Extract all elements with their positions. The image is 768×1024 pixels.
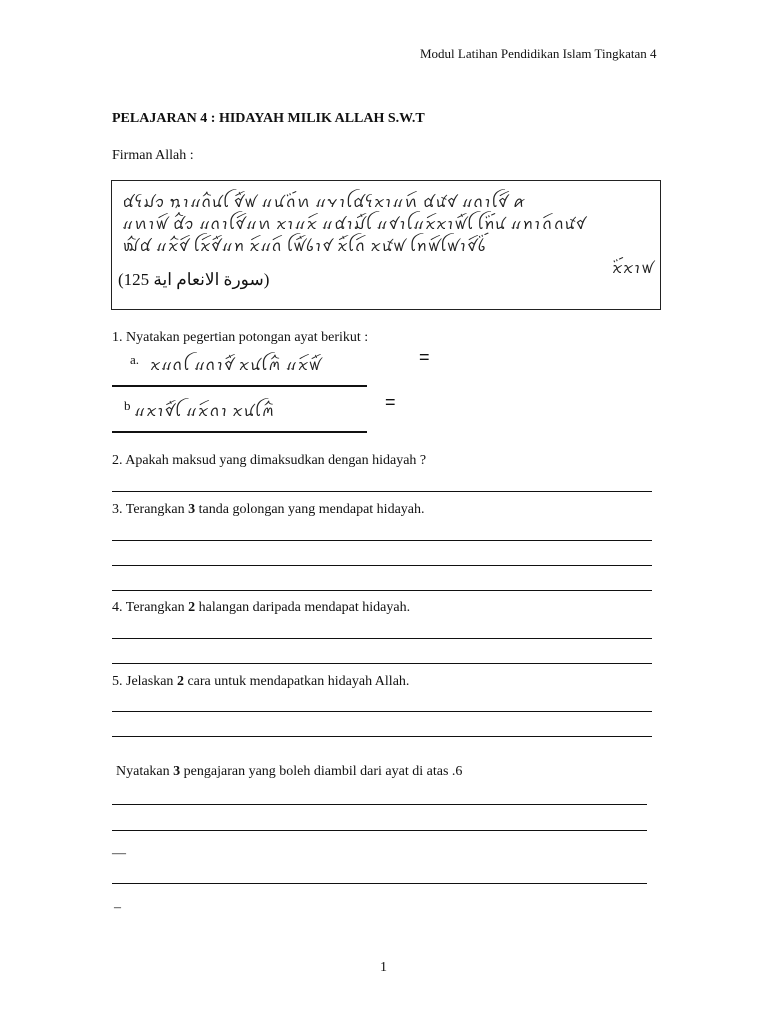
q1-b-equals: = xyxy=(385,392,396,412)
verse-line-4: ꪎꪾꪎꪱꪝ xyxy=(611,261,654,277)
firman-label: Firman Allah : xyxy=(112,148,194,163)
question-5: 5. Jelaskan 2 cara untuk mendapatkan hidayah Allah. xyxy=(112,674,410,689)
question-4: 4. Terangkan 2 halangan daripada mendapat hidayah. xyxy=(112,600,411,615)
page-number: 1 xyxy=(380,960,387,975)
q1-a-phrase: ꪎꪵꪒꪶ ꪵꪒꪱꪥꪸ ꪎꪙꪶꪔꪲ ꪵꪎꪷꪝꪸ xyxy=(150,358,322,374)
q5-answer-line-2[interactable] xyxy=(112,736,652,737)
module-header: Modul Latihan Pendidikan Islam Tingkatan 4 xyxy=(420,46,657,61)
q5-answer-line-1[interactable] xyxy=(112,711,652,712)
q4-answer-line-1[interactable] xyxy=(112,638,652,639)
q6-answer-line-1[interactable] xyxy=(112,804,647,805)
question-1: 1. Nyatakan pegertian potongan ayat berikut : xyxy=(112,330,369,345)
q3-answer-line-1[interactable] xyxy=(112,540,652,541)
verse-line-3: ꪢꪲꪠ ꪵꪎꪲꪥꪷ ꪶꪎꪷꪥꪸꪵꪀ ꪎꪷꪵꪒꪷ ꪶꪝꪸꪉꪱꪥ ꪎꪸꪶꪒꪷ ꪎꪽꪝ ꪶꪀꪝꪷꪶꪝꪱꪥꪷꪉꪾ xyxy=(122,239,487,255)
question-6: Nyatakan 3 pengajaran yang boleh diambil dari ayat di atas .6 xyxy=(116,764,463,779)
q3-answer-line-3[interactable] xyxy=(112,590,652,591)
q1-b-answer-line[interactable] xyxy=(112,431,367,433)
q4-answer-line-2[interactable] xyxy=(112,663,652,664)
question-3: 3. Terangkan 3 tanda golongan yang mendapat hidayah. xyxy=(112,502,425,517)
surah-reference: (125 سورة الانعام اية) xyxy=(118,270,270,289)
verse-box xyxy=(111,180,661,310)
q6-answer-line-2[interactable] xyxy=(112,830,647,831)
q2-answer-line[interactable] xyxy=(112,491,652,492)
q1-a-equals: = xyxy=(419,347,430,367)
q1-b-label: b xyxy=(124,398,131,413)
verse-line-1: ꪠꪺꪣꪫ ꪧꪱꪵꪒꪲꪙꪶ ꪥꪸꪝ ꪵꪙꪒꪾꪕ ꪵꪩꪱꪶꪠꪺꪎꪱꪵꪕꪷ ꪠꪽꪥ ꪵꪒꪱꪶꪥꪷ ꪁ xyxy=(122,195,526,211)
verse-line-2: ꪵꪕꪱꪝꪷ ꪠꪲꪫ ꪵꪒꪱꪶꪥꪷꪵꪕ ꪎꪱꪵꪎꪷ ꪵꪠꪱꪣꪸꪶ ꪵꪥꪱꪶꪵꪎꪷꪎꪱꪝꪸꪶ ꪶꪀꪾꪙ ꪵꪀꪱꪒꪷꪒꪽꪥ xyxy=(122,217,587,233)
q6-dash-1: — xyxy=(112,846,126,861)
q6-dash-2: – xyxy=(114,900,121,915)
question-2: 2. Apakah maksud yang dimaksudkan dengan hidayah ? xyxy=(112,453,427,468)
q1-a-label: a. xyxy=(130,352,140,367)
lesson-title: PELAJARAN 4 : HIDAYAH MILIK ALLAH S.W.T xyxy=(112,111,425,126)
q1-a-answer-line[interactable] xyxy=(112,385,367,387)
q1-b-phrase: ꪵꪎꪱꪥꪸꪶ ꪵꪎꪷꪒꪱ ꪎꪙꪶꪔꪲ xyxy=(134,404,275,420)
q3-answer-line-2[interactable] xyxy=(112,565,652,566)
q6-answer-line-3[interactable] xyxy=(112,883,647,884)
